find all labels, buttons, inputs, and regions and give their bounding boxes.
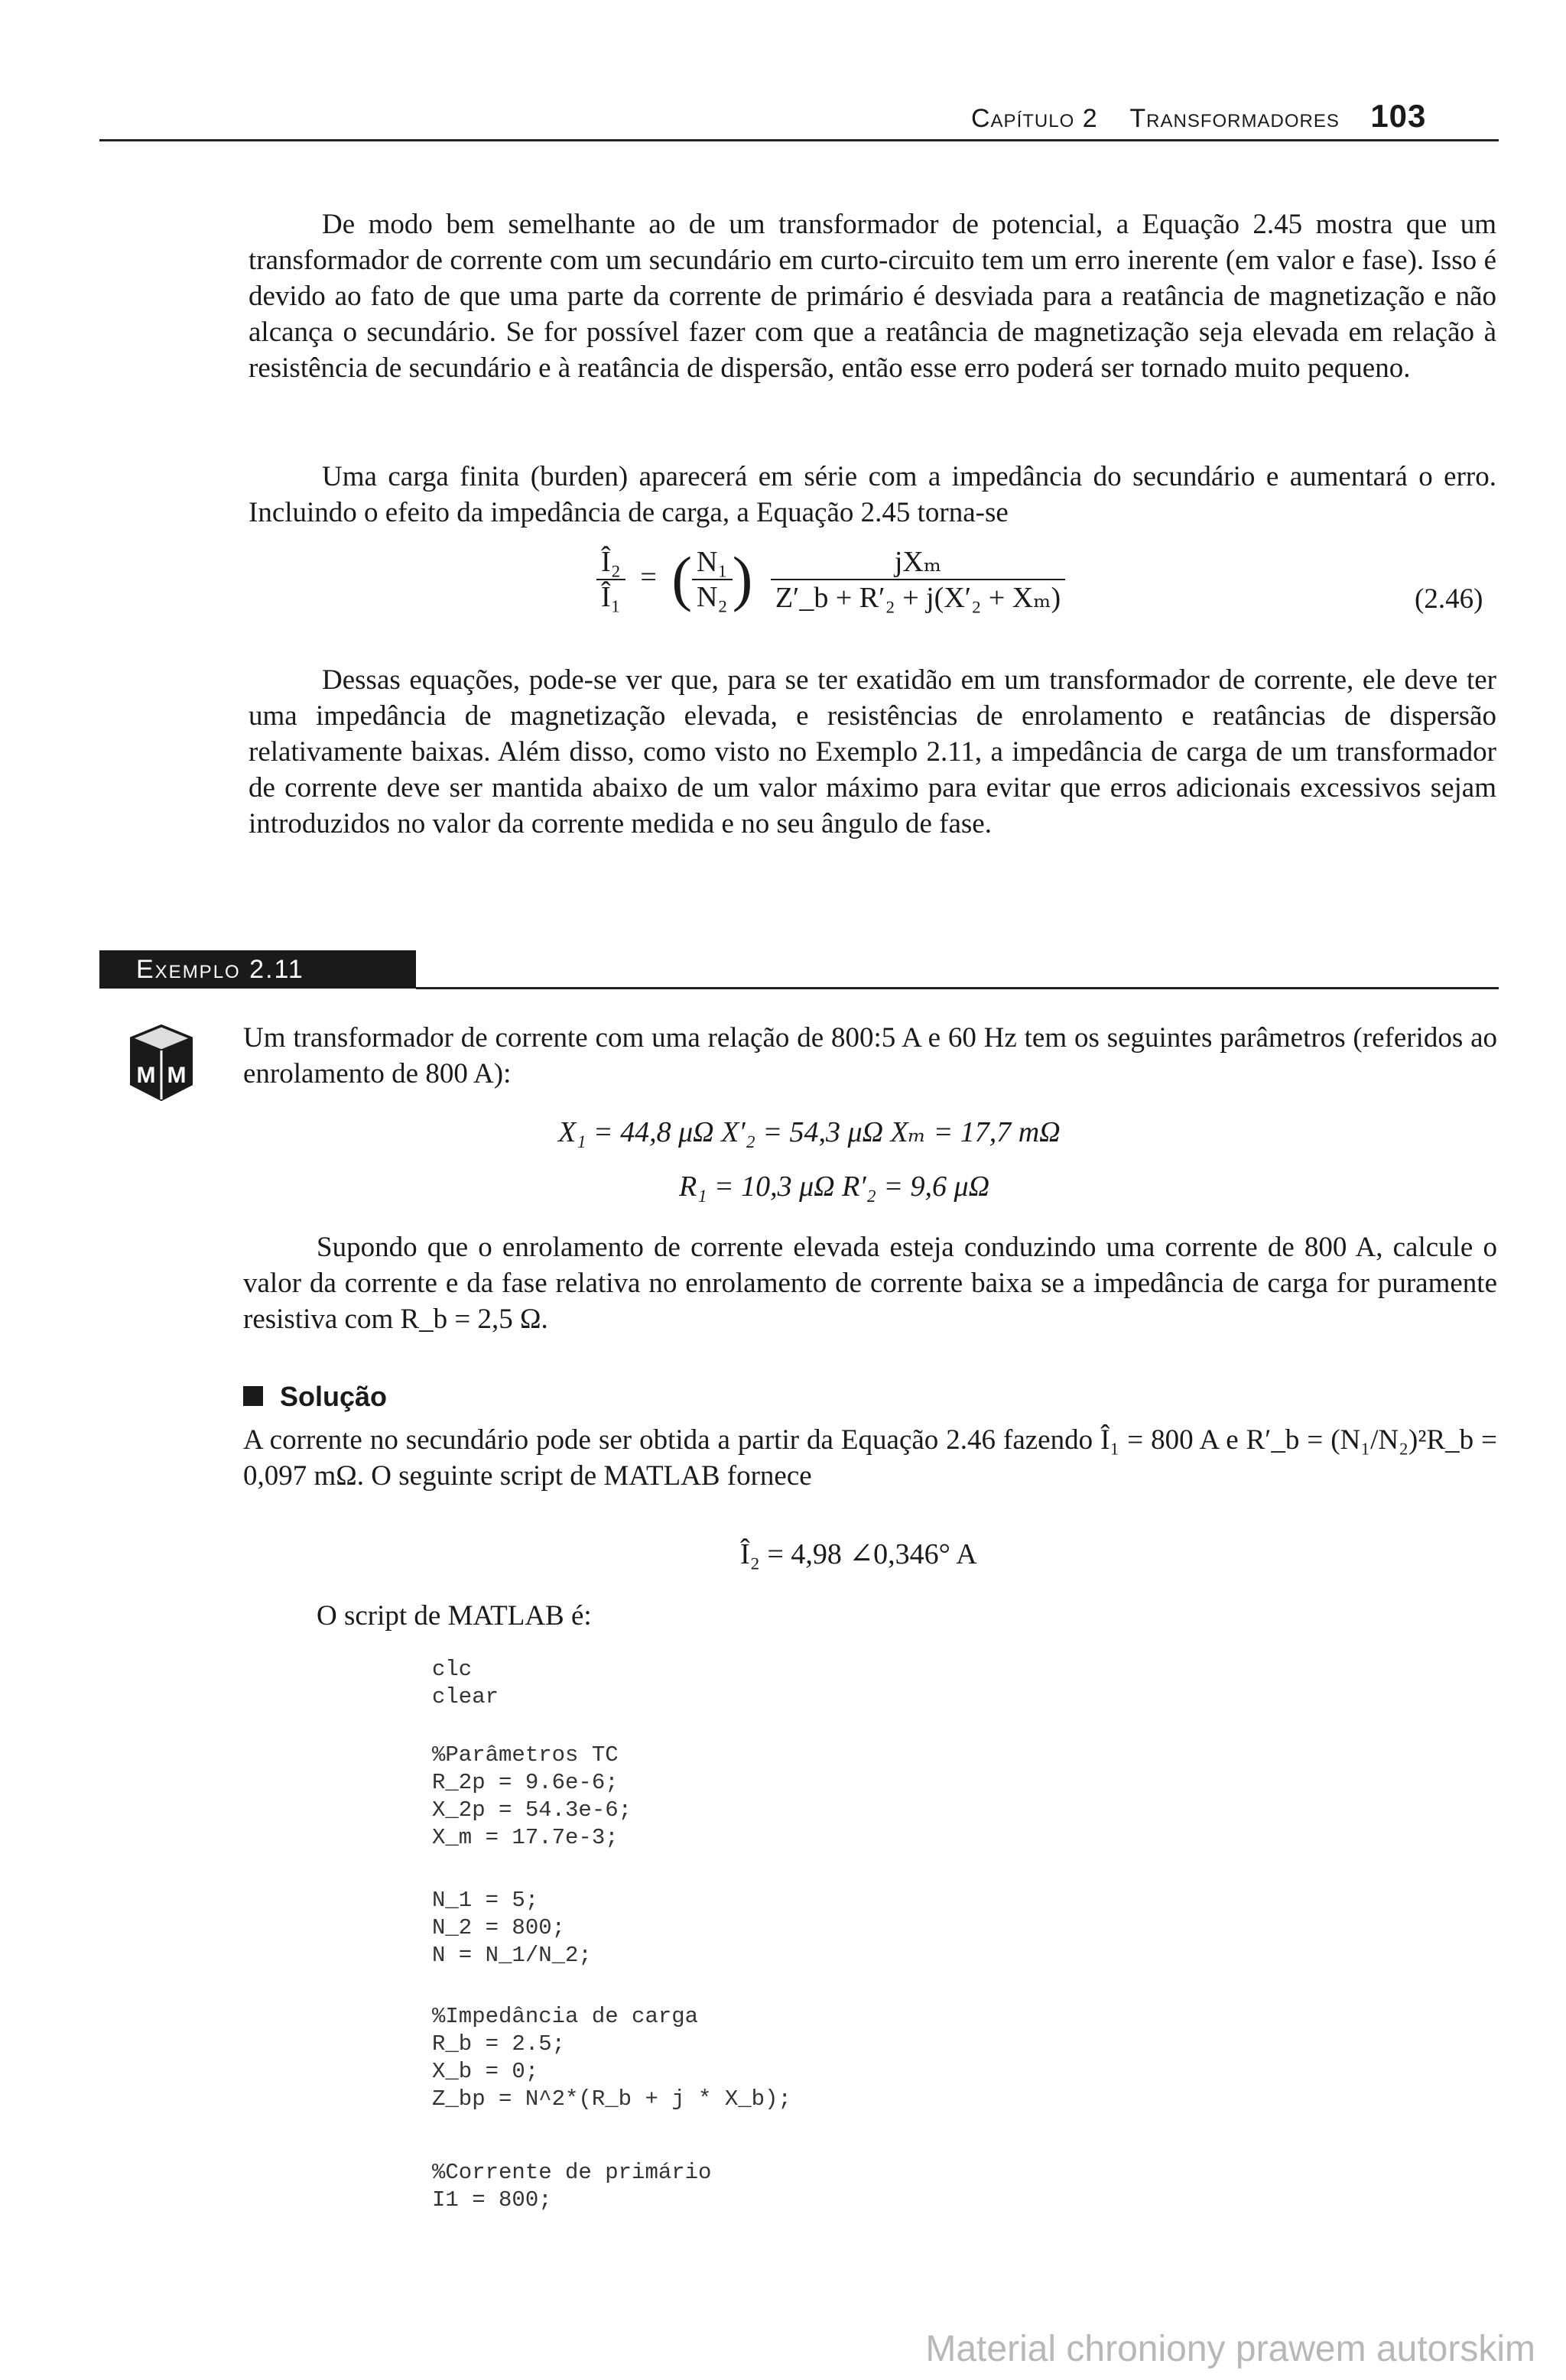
chapter-label: Capítulo 2 (971, 104, 1098, 133)
solution-heading (243, 1381, 387, 1413)
intro-paragraph-2: Uma carga finita (burden) aparecerá em série com a impedância do secundário e aumentará o erro. Incluindo o efeito da impedância de carga, a Equação 2.45 torna-se (249, 461, 1496, 528)
example-params-line-2: R₁ = 10,3 μΩ R′₂ = 9,6 μΩ (679, 1171, 990, 1203)
example-label: Exemplo 2.11 (99, 950, 416, 989)
solution-text: A corrente no secundário pode ser obtida a partir da Equação 2.46 fazendo Î₁ = 800 A e R′_b = (N₁/N₂)²R_b = 0,097 mΩ. O seguinte script de MATLAB fornece (243, 1424, 1497, 1492)
example-statement: Um transformador de corrente com uma relação de 800:5 A e 60 Hz tem os seguintes parâmetros (referidos ao enrolamento de 800 A): (243, 1022, 1497, 1089)
eq-rhs-num: jXₘ (771, 544, 1065, 580)
eq-ratio-fraction (692, 545, 733, 614)
script-intro: O script de MATLAB é: (317, 1600, 592, 1632)
solution-bullet-icon (243, 1386, 263, 1406)
running-header (971, 98, 1426, 135)
example-question: Supondo que o enrolamento de corrente elevada esteja conduzindo uma corrente de 800 A, calcule o valor da corrente e da fase relativa no enrolamento de corrente baixa se a impedância de carga for puramente resistiva com R_b = 2,5 Ω. (243, 1232, 1497, 1335)
header-rule (99, 139, 1499, 141)
eq-lhs-den: Î₁ (601, 581, 621, 613)
svg-text:M: M (167, 1063, 187, 1088)
chapter-title: Transformadores (1129, 104, 1340, 133)
example-rule (416, 987, 1499, 989)
eq-rhs-den: Z′_b + R′₂ + j(X′₂ + Xₘ) (775, 582, 1061, 614)
solution-result: Î₂ = 4,98 ∠0,346° A (740, 1538, 977, 1570)
matlab-icon (130, 1024, 193, 1101)
code-block-2: %Parâmetros TC R_2p = 9.6e-6; X_2p = 54.3e-6; X_m = 17.7e-3; (432, 1742, 632, 1850)
code-block-4: %Impedância de carga R_b = 2.5; X_b = 0; Z_bp = N^2*(R_b + j * X_b); (432, 2004, 791, 2112)
equation-number: (2.46) (1415, 583, 1483, 615)
code-block-3: N_1 = 5; N_2 = 800; N = N_1/N_2; (432, 1888, 592, 1968)
watermark: Material chroniony prawem autorskim (925, 2329, 1535, 2369)
solution-heading-text: Solução (280, 1381, 388, 1412)
page-number: 103 (1370, 98, 1427, 134)
eq-lhs-fraction (596, 545, 625, 614)
eq-rhs-fraction (771, 544, 1065, 615)
code-block-1: clc clear (432, 1657, 499, 1710)
eq-ratio-num: N₁ (692, 545, 733, 580)
svg-text:M: M (136, 1063, 156, 1088)
example-params-line-1: X₁ = 44,8 μΩ X′₂ = 54,3 μΩ Xₘ = 17,7 mΩ (558, 1116, 1061, 1148)
after-equation-paragraph: Dessas equações, pode-se ver que, para se ter exatidão em um transformador de corrente, ele deve ter uma impedância de magnetização elevada, e resistências de enrolamento e reatâncias de dispersão relativamente baixas. Além disso, como visto no Exemplo 2.11, a impedância de carga de um transformador de corrente deve ser mantida abaixo de um valor máximo para evitar que erros adicionais excessivos sejam introduzidos no valor da corrente medida e no seu ângulo de fase. (249, 664, 1496, 839)
eq-lhs-num: Î₂ (596, 545, 625, 580)
intro-paragraph-1: De modo bem semelhante ao de um transformador de potencial, a Equação 2.45 mostra que um transformador de corrente com um secundário em curto-circuito tem um erro inerente (em valor e fase). Isso é devido ao fato de que uma parte da corrente de primário é desviada para a reatância de magnetização e não alcança o secundário. Se for possível fazer com que a reatância de magnetização seja elevada em relação à resistência de secundário e à reatância de dispersão, então esse erro poderá ser tornado muito pequeno. (249, 209, 1496, 384)
code-block-5: %Corrente de primário I1 = 800; (432, 2160, 712, 2213)
equation-2-46: $\frac{\text{Î₂}}{\text{Î₁}}$ = ( $\frac{\text{N₁}}{\text{N₂}}$ ) $\frac{\text{jXₘ}}{\text{Z′\_b + R′₂ + j(X′₂ + Xₘ)}}$ (596, 544, 1065, 615)
eq-ratio-den: N₂ (696, 581, 728, 613)
